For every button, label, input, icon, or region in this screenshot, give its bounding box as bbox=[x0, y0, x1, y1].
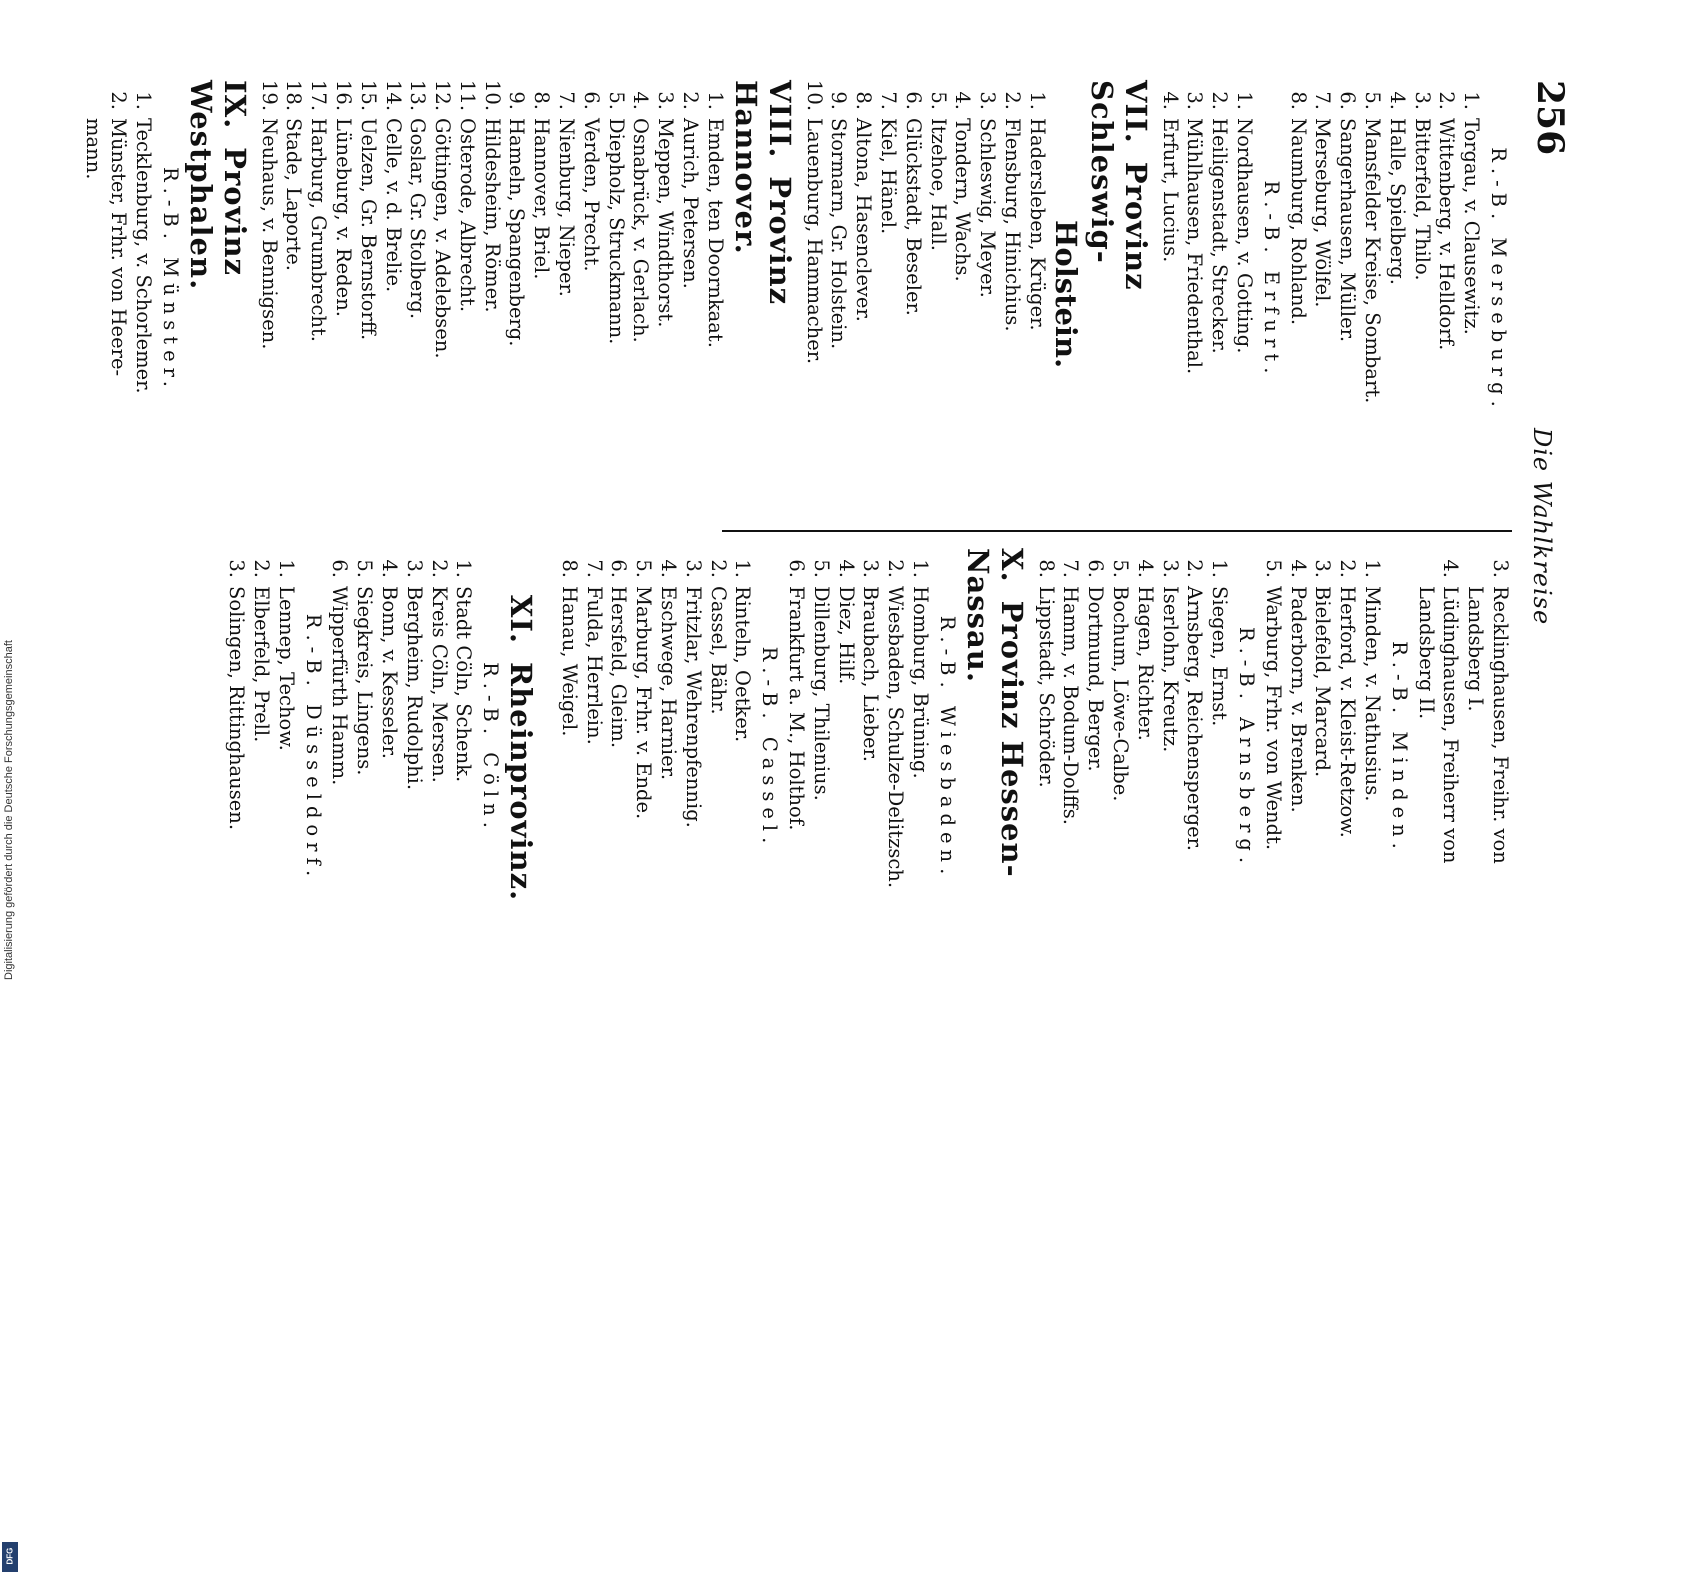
right-column bbox=[223, 548, 1512, 948]
item-text: Stade, Laporte. bbox=[282, 118, 306, 271]
item-number: 3. bbox=[1410, 91, 1434, 110]
spacer bbox=[542, 548, 556, 948]
list-item bbox=[1487, 548, 1512, 948]
item-text: Hameln, Spangenberg. bbox=[505, 118, 529, 347]
item-number: 10. bbox=[480, 80, 504, 112]
item-number: 19. bbox=[257, 80, 281, 112]
item-number: 15. bbox=[356, 80, 380, 112]
district-heading: R.-B. Düsseldorf. bbox=[301, 613, 325, 883]
item-number: 7. bbox=[1059, 559, 1083, 578]
item-number: 2. bbox=[1208, 91, 1232, 110]
district-heading: R.-B. Minden. bbox=[1387, 641, 1411, 855]
item-text: Bitterfeld, Thilo. bbox=[1410, 118, 1434, 281]
list-item bbox=[858, 548, 883, 948]
list-item bbox=[256, 80, 281, 480]
list-item bbox=[1082, 548, 1107, 948]
list-item bbox=[999, 80, 1024, 480]
list-item bbox=[426, 548, 451, 948]
item-continuation: Landsberg I. bbox=[1464, 586, 1488, 712]
list-item bbox=[677, 80, 702, 480]
item-text: Hamm, v. Bodum-Dolffs. bbox=[1059, 586, 1083, 825]
item-text: Fulda, Herrlein. bbox=[582, 586, 606, 745]
list-item bbox=[1384, 80, 1409, 480]
item-number: 5. bbox=[604, 91, 628, 110]
item-text: Tondern, Wachs. bbox=[951, 118, 975, 282]
list-item bbox=[628, 80, 653, 480]
item-text: Bochum, Löwe-Calbe. bbox=[1109, 586, 1133, 802]
item-text: Münster, Frhr. von Heere- bbox=[107, 118, 131, 377]
item-number: 8. bbox=[530, 91, 554, 110]
province-name: Rheinprovinz. bbox=[504, 662, 539, 902]
item-number: 3. bbox=[1158, 559, 1182, 578]
item-number: 2. bbox=[679, 91, 703, 110]
province-heading bbox=[504, 548, 538, 948]
item-number: 4. bbox=[834, 559, 858, 578]
list-item bbox=[826, 80, 851, 480]
item-number: 4. bbox=[1286, 559, 1310, 578]
list-item bbox=[1058, 548, 1083, 948]
item-number: 2. bbox=[1001, 91, 1025, 110]
item-number: 3. bbox=[654, 91, 678, 110]
item-number: 6. bbox=[1336, 91, 1360, 110]
list-item bbox=[603, 80, 628, 480]
list-item bbox=[1438, 548, 1463, 948]
list-item bbox=[556, 548, 581, 948]
item-text: Verden, Precht. bbox=[579, 118, 603, 272]
item-text: Nordhausen, v. Gotting. bbox=[1233, 118, 1257, 354]
item-text: Kiel, Hänel. bbox=[877, 118, 901, 235]
digitization-sidebar bbox=[0, 580, 22, 1565]
list-item bbox=[479, 80, 504, 480]
item-text: Solingen, Rittinghausen. bbox=[225, 586, 249, 831]
item-number: 6. bbox=[901, 91, 925, 110]
item-text: Celle, v. d. Brelie. bbox=[381, 118, 405, 293]
item-number: 2. bbox=[1336, 559, 1360, 578]
item-text: Herford, v. Kleist-Retzow. bbox=[1336, 586, 1360, 838]
province-heading bbox=[729, 80, 797, 480]
item-text: Nienburg, Nieper. bbox=[555, 118, 579, 297]
item-text: Göttingen, v. Adelebsen. bbox=[431, 118, 455, 359]
district-heading: R.-B. Münster. bbox=[158, 166, 182, 394]
item-number: 7. bbox=[582, 559, 606, 578]
item-number: 2. bbox=[427, 559, 451, 578]
item-text: Erfurt, Lucius. bbox=[1158, 118, 1182, 263]
dfg-credit: Digitalisierung gefördert durch die Deutsche Forschungsgemeinschaft bbox=[3, 640, 15, 980]
list-item bbox=[330, 80, 355, 480]
list-item bbox=[631, 548, 656, 948]
list-item bbox=[1310, 80, 1335, 480]
item-text: Sangerhausen, Müller. bbox=[1336, 118, 1360, 343]
item-number: 2. bbox=[1183, 559, 1207, 578]
item-text: Torgau, v. Clausewitz. bbox=[1460, 118, 1484, 335]
item-number: 14. bbox=[381, 80, 405, 112]
list-item bbox=[655, 548, 680, 948]
list-item bbox=[1260, 548, 1285, 948]
page-header bbox=[1522, 80, 1571, 920]
list-item bbox=[850, 80, 875, 480]
item-text: Hanau, Weigel. bbox=[557, 586, 581, 737]
list-item bbox=[273, 548, 298, 948]
province-name: Provinz Hessen-Nassau. bbox=[960, 548, 1029, 878]
item-number: 5. bbox=[1361, 91, 1385, 110]
item-continuation: mann. bbox=[82, 118, 106, 180]
province-name-continuation: Holstein. bbox=[1048, 220, 1083, 369]
dfg-logo-text: DFG bbox=[5, 1547, 15, 1565]
list-item bbox=[875, 80, 900, 480]
scanned-page bbox=[54, 0, 1640, 1000]
item-number: 5. bbox=[1109, 559, 1133, 578]
list-item bbox=[702, 80, 727, 480]
item-number: 1. bbox=[731, 559, 755, 578]
province-heading bbox=[961, 548, 1029, 948]
province-numeral: VII. bbox=[1118, 80, 1153, 144]
item-text: Lüneburg, v. Reden. bbox=[331, 118, 355, 317]
list-item bbox=[327, 548, 352, 948]
list-item bbox=[808, 548, 833, 948]
item-text: Osnabrück, v. Gerlach. bbox=[629, 118, 653, 343]
item-text: Glückstadt, Beseler. bbox=[901, 118, 925, 316]
list-item bbox=[730, 548, 755, 948]
district-heading: R.-B. Arnsberg. bbox=[1235, 626, 1259, 870]
item-text: Bergheim, Rudolphi. bbox=[402, 586, 426, 791]
item-number: 12. bbox=[431, 80, 455, 112]
item-number: 8. bbox=[557, 559, 581, 578]
item-text: Rinteln, Oetker. bbox=[731, 586, 755, 743]
item-number: 5. bbox=[353, 559, 377, 578]
list-item bbox=[429, 80, 454, 480]
list-item bbox=[529, 80, 554, 480]
item-number: 3. bbox=[976, 91, 1000, 110]
item-text: Osterode, Albrecht. bbox=[455, 118, 479, 313]
list-item bbox=[1206, 548, 1231, 948]
item-text: Hadersleben, Krüger. bbox=[1025, 118, 1049, 331]
item-number: 1. bbox=[1361, 559, 1385, 578]
item-text: Kreis Cöln, Mersen. bbox=[427, 586, 451, 783]
item-number: 4. bbox=[1158, 91, 1182, 110]
list-item bbox=[351, 548, 376, 948]
list-item bbox=[907, 548, 932, 948]
list-item bbox=[652, 80, 677, 480]
item-number: 4. bbox=[1385, 91, 1409, 110]
item-number: 10. bbox=[802, 80, 826, 112]
item-number: 18. bbox=[282, 80, 306, 112]
item-text: Cassel, Bähr. bbox=[706, 586, 730, 715]
list-item bbox=[801, 80, 826, 480]
item-text: Warburg, Frhr. von Wendt. bbox=[1261, 586, 1285, 851]
list-item bbox=[581, 548, 606, 948]
item-number: 3. bbox=[225, 559, 249, 578]
list-item bbox=[1458, 80, 1483, 480]
item-number: 5. bbox=[809, 559, 833, 578]
item-text: Dillenburg, Thilenius. bbox=[809, 586, 833, 801]
list-item bbox=[401, 548, 426, 948]
list-item bbox=[606, 548, 631, 948]
list-item bbox=[680, 548, 705, 948]
item-text: Goslar, Gr. Stolberg. bbox=[406, 118, 430, 320]
item-text: Arnsberg, Reichensperger. bbox=[1183, 586, 1207, 851]
item-text: Siegen, Ernst. bbox=[1208, 586, 1232, 727]
item-text: Uelzen, Gr. Bernstorff. bbox=[356, 118, 380, 341]
item-number: 7. bbox=[555, 91, 579, 110]
list-item bbox=[1024, 80, 1049, 480]
item-number: 6. bbox=[579, 91, 603, 110]
item-text: Altona, Hasenclever. bbox=[852, 118, 876, 322]
column-divider bbox=[722, 530, 1512, 532]
item-number: 1. bbox=[452, 559, 476, 578]
item-number: 2. bbox=[1435, 91, 1459, 110]
list-item bbox=[1231, 80, 1256, 480]
item-text: Diepholz, Struckmann. bbox=[604, 118, 628, 345]
item-text: Lauenburg, Hammacher. bbox=[802, 118, 826, 365]
item-number: 1. bbox=[131, 91, 155, 110]
item-text: Lüdinghausen, Freiherr von bbox=[1439, 586, 1463, 864]
item-text: Frankfurt a. M., Holthof. bbox=[785, 586, 809, 831]
list-item bbox=[454, 80, 479, 480]
item-number: 16. bbox=[331, 80, 355, 112]
item-number: 1. bbox=[1460, 91, 1484, 110]
list-item bbox=[974, 80, 999, 480]
list-item bbox=[105, 80, 130, 480]
item-text: Diez, Hilf. bbox=[834, 586, 858, 685]
list-item bbox=[1107, 548, 1132, 948]
item-number: 6. bbox=[1084, 559, 1108, 578]
item-number: 11. bbox=[455, 80, 479, 112]
item-number: 6. bbox=[328, 559, 352, 578]
list-item bbox=[783, 548, 808, 948]
list-item bbox=[223, 548, 248, 948]
item-text: Flensburg, Hinichius. bbox=[1001, 118, 1025, 332]
district-heading: R.-B. Cöln. bbox=[479, 662, 503, 834]
list-item bbox=[578, 80, 603, 480]
page-number: 256 bbox=[1529, 80, 1571, 156]
list-item bbox=[1182, 548, 1207, 948]
dfg-logo bbox=[2, 1542, 18, 1572]
district-heading: R.-B. Merseburg. bbox=[1487, 147, 1510, 413]
item-continuation: Landsberg II. bbox=[1414, 586, 1438, 720]
item-number: 2. bbox=[249, 559, 273, 578]
list-item bbox=[925, 80, 950, 480]
province-numeral: VIII. bbox=[762, 80, 797, 159]
district-heading: R.-B. Cassel. bbox=[758, 646, 782, 850]
item-number: 4. bbox=[629, 91, 653, 110]
item-text: Neuhaus, v. Bennigsen. bbox=[257, 118, 281, 350]
list-item bbox=[553, 80, 578, 480]
item-number: 2. bbox=[107, 91, 131, 110]
item-text: Bielefeld, Marcard. bbox=[1311, 586, 1335, 778]
running-head: Die Wahlkreise bbox=[1528, 428, 1556, 626]
item-number: 3. bbox=[1489, 559, 1512, 578]
item-number: 8. bbox=[1286, 91, 1310, 110]
list-item bbox=[380, 80, 405, 480]
item-text: Homburg, Brüning. bbox=[909, 586, 933, 779]
item-number: 4. bbox=[951, 91, 975, 110]
item-number: 1. bbox=[1208, 559, 1232, 578]
item-number: 6. bbox=[607, 559, 631, 578]
item-text: Hersfeld, Gleim. bbox=[607, 586, 631, 749]
list-item bbox=[130, 80, 155, 480]
item-number: 1. bbox=[274, 559, 298, 578]
province-numeral: XI. bbox=[504, 594, 539, 644]
item-text: Paderborn, v. Brenken. bbox=[1286, 586, 1310, 813]
item-text: Siegkreis, Lingens. bbox=[353, 586, 377, 776]
list-item bbox=[1285, 548, 1310, 948]
item-number: 3. bbox=[859, 559, 883, 578]
list-item bbox=[1359, 548, 1384, 948]
list-item bbox=[1310, 548, 1335, 948]
item-text: Elberfeld, Prell. bbox=[249, 586, 273, 743]
item-text: Mühlhausen, Friedenthal. bbox=[1183, 118, 1207, 375]
item-number: 9. bbox=[827, 91, 851, 110]
item-text: Lennep, Techow. bbox=[274, 586, 298, 751]
list-item bbox=[1206, 80, 1231, 480]
list-item bbox=[1334, 80, 1359, 480]
list-item bbox=[248, 548, 273, 948]
item-number: 1. bbox=[1233, 91, 1257, 110]
item-number: 7. bbox=[877, 91, 901, 110]
item-text: Iserlohn, Kreutz. bbox=[1158, 586, 1182, 753]
list-item bbox=[451, 548, 476, 948]
item-number: 17. bbox=[307, 80, 331, 112]
province-heading bbox=[184, 80, 252, 480]
list-item bbox=[504, 80, 529, 480]
list-item bbox=[1409, 80, 1434, 480]
item-number: 1. bbox=[909, 559, 933, 578]
item-number: 8. bbox=[1034, 559, 1058, 578]
item-number: 7. bbox=[1311, 91, 1335, 110]
list-item bbox=[1182, 80, 1207, 480]
item-text: Minden, v. Nathusius. bbox=[1361, 586, 1385, 802]
item-text: Hagen, Richter. bbox=[1133, 586, 1157, 741]
item-text: Recklinghausen, Freihr. von bbox=[1489, 586, 1512, 864]
item-number: 3. bbox=[681, 559, 705, 578]
item-text: Halle, Spielberg. bbox=[1385, 118, 1409, 285]
list-item bbox=[882, 548, 907, 948]
list-item bbox=[705, 548, 730, 948]
province-name: Provinz Westphalen. bbox=[183, 80, 252, 291]
province-numeral: IX. bbox=[217, 80, 252, 130]
item-text: Itzehoe, Hall. bbox=[926, 118, 950, 251]
list-item bbox=[1033, 548, 1058, 948]
item-number: 6. bbox=[785, 559, 809, 578]
item-text: Stadt Cöln, Schenk. bbox=[452, 586, 476, 783]
item-number: 1. bbox=[703, 91, 727, 110]
list-item bbox=[305, 80, 330, 480]
item-text: Lippstadt, Schröder. bbox=[1034, 586, 1058, 788]
item-number: 3. bbox=[1311, 559, 1335, 578]
item-number: 4. bbox=[657, 559, 681, 578]
province-heading bbox=[1085, 80, 1153, 480]
item-number: 4. bbox=[1439, 559, 1463, 578]
item-number: 13. bbox=[406, 80, 430, 112]
item-text: Schleswig, Meyer. bbox=[976, 118, 1000, 298]
item-number: 5. bbox=[1261, 559, 1285, 578]
province-name: Provinz Hannover. bbox=[728, 80, 797, 306]
list-item bbox=[833, 548, 858, 948]
list-item bbox=[1334, 548, 1359, 948]
item-number: 1. bbox=[1025, 91, 1049, 110]
left-column bbox=[81, 80, 1512, 480]
item-number: 4. bbox=[1133, 559, 1157, 578]
list-item bbox=[950, 80, 975, 480]
item-text: Meppen, Windthorst. bbox=[654, 118, 678, 328]
district-heading: R.-B. Wiesbaden. bbox=[935, 615, 959, 881]
item-text: Emden, ten Doornkaat. bbox=[703, 118, 727, 348]
item-text: Eschwege, Harnier. bbox=[657, 586, 681, 781]
item-number: 5. bbox=[926, 91, 950, 110]
list-item bbox=[1434, 80, 1459, 480]
item-text: Harburg, Grumbrecht. bbox=[307, 118, 331, 343]
province-name: Provinz Schleswig- bbox=[1084, 80, 1153, 291]
province-numeral: X. bbox=[994, 548, 1029, 583]
list-item bbox=[281, 80, 306, 480]
item-text: Hannover, Briel. bbox=[530, 118, 554, 280]
item-text: Wittenberg, v. Helldorf. bbox=[1435, 118, 1459, 351]
item-text: Hildesheim, Römer. bbox=[480, 118, 504, 313]
item-text: Aurich, Petersen. bbox=[679, 118, 703, 289]
district-heading: R.-B. Erfurt. bbox=[1259, 180, 1283, 380]
item-text: Tecklenburg, v. Schorlemer. bbox=[131, 118, 155, 394]
item-number: 5. bbox=[632, 559, 656, 578]
item-text: Wiesbaden, Schulze-Delitzsch. bbox=[884, 586, 908, 889]
list-item bbox=[1285, 80, 1310, 480]
list-item bbox=[1132, 548, 1157, 948]
item-text: Bonn, v. Kesseler. bbox=[377, 586, 401, 759]
item-text: Marburg, Frhr. v. Ende. bbox=[632, 586, 656, 820]
list-item bbox=[1157, 80, 1182, 480]
item-text: Wipperfürth Hamm. bbox=[328, 586, 352, 786]
list-item bbox=[1359, 80, 1384, 480]
item-text: Merseburg, Wölfel. bbox=[1311, 118, 1335, 308]
item-text: Braubach, Lieber. bbox=[859, 586, 883, 762]
item-number: 3. bbox=[1183, 91, 1207, 110]
list-item bbox=[900, 80, 925, 480]
item-number: 8. bbox=[852, 91, 876, 110]
item-text: Stormarn, Gr. Holstein. bbox=[827, 118, 851, 350]
list-item bbox=[355, 80, 380, 480]
item-text: Heiligenstadt, Strecker. bbox=[1208, 118, 1232, 354]
list-item bbox=[376, 548, 401, 948]
item-number: 4. bbox=[377, 559, 401, 578]
item-text: Naumburg, Rohland. bbox=[1286, 118, 1310, 326]
item-number: 9. bbox=[505, 91, 529, 110]
item-number: 2. bbox=[706, 559, 730, 578]
list-item bbox=[1157, 548, 1182, 948]
item-number: 3. bbox=[402, 559, 426, 578]
item-text: Fritzlar, Wehrenpfennig. bbox=[681, 586, 705, 828]
item-number: 2. bbox=[884, 559, 908, 578]
item-text: Dortmund, Berger. bbox=[1084, 586, 1108, 772]
list-item bbox=[405, 80, 430, 480]
item-text: Mansfelder Kreise, Sombart. bbox=[1361, 118, 1385, 404]
